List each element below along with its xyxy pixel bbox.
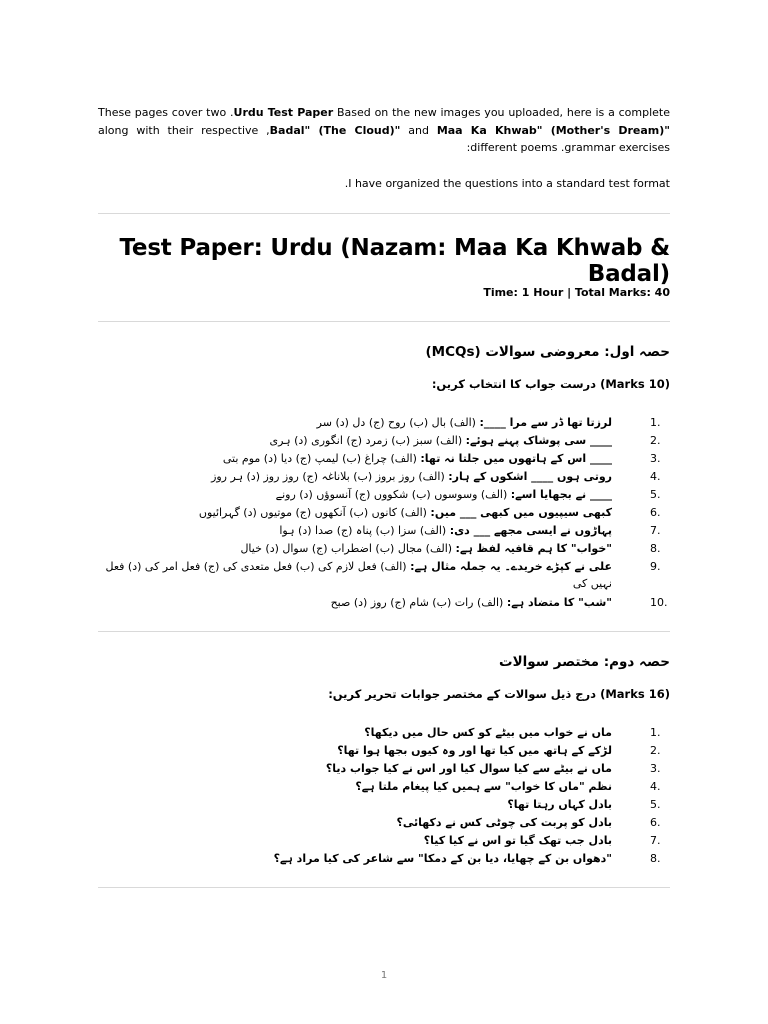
- divider: [98, 887, 670, 888]
- intro-bold-c: Maa Ka Khwab" (Mother's Dream)": [436, 123, 670, 137]
- short-question-list: [98, 724, 670, 868]
- intro-bold-a: Urdu Test Paper: [233, 106, 334, 119]
- section1-heading: حصہ اول: معروضی سوالات (MCQs): [425, 344, 670, 360]
- intro-bold-b: Badal" (The Cloud)": [269, 123, 401, 137]
- list-item: 4. نظم "ماں کا خواب" سے ہمیں کیا پیغام ملتا ہے؟: [355, 780, 661, 793]
- list-item: 10. "شب" کا متضاد ہے: (الف) رات (ب) شام (ج) روز (د) صبح: [330, 596, 668, 609]
- organized-note: .I have organized the questions into a standard test format: [344, 177, 670, 190]
- divider: [98, 631, 670, 632]
- list-item: 6. بادل کو پربت کی چوٹی کس نے دکھائی؟: [396, 816, 661, 829]
- intro-paragraph: [98, 104, 670, 157]
- list-item: 2. ____ سی پوشاک پہنے ہوئے: (الف) سبز (ب) زمرد (ج) انگوری (د) ہری: [269, 434, 661, 447]
- list-item: 2. لڑکے کے ہاتھ میں کیا تھا اور وہ کیوں بجھا ہوا تھا؟: [337, 744, 661, 757]
- section1-subheading: (Marks 10) درست جواب کا انتخاب کریں:: [431, 377, 670, 391]
- mcq-list: [98, 414, 670, 612]
- list-item: 4. روتی ہوں ____ اشکوں کے ہار: (الف) روز بروز (ب) بلاناغہ (ج) روز روز (د) ہر روز: [211, 470, 661, 483]
- page-title: Test Paper: Urdu (Nazam: Maa Ka Khwab & Badal): [119, 235, 670, 287]
- intro-text-a: These pages cover two .: [98, 106, 234, 119]
- intro-text-c: and: [400, 123, 437, 137]
- time-marks: Time: 1 Hour | Total Marks: 40: [483, 286, 670, 299]
- list-item: 1. ماں نے خواب میں بیٹے کو کس حال میں دیکھا؟: [364, 726, 661, 739]
- list-item: 8. "خواب" کا ہم قافیہ لفظ ہے: (الف) مجال (ب) اضطراب (ج) سوال (د) خیال: [240, 542, 661, 555]
- page-number: 1: [380, 970, 388, 981]
- list-item: 1. لرزتا تھا ڈر سے مرا ____: (الف) بال (ب) روح (ج) دل (د) سر: [316, 416, 661, 429]
- divider: [98, 213, 670, 214]
- list-item: 8. "دھواں بن کے چھایا، دیا بن کے دمکا" سے شاعر کی کیا مراد ہے؟: [273, 852, 661, 865]
- intro-text-b: Based on the new images you uploaded, here is a complete along with their respective ,: [98, 106, 671, 137]
- divider: [98, 321, 670, 322]
- list-item: 7. بادل جب تھک گیا تو اس نے کیا کیا؟: [423, 834, 661, 847]
- list-item: 6. کبھی سیپیوں میں کبھی ___ میں: (الف) کانوں (ب) آنکھوں (ج) موتیوں (د) گہرائیوں: [198, 506, 661, 519]
- list-item: 9. علی نے کپڑے خریدے۔ یہ جملہ مثال ہے: (الف) فعل لازم کی (ب) فعل متعدی کی (ج) فعل امر کی (د) فعل نہیں کی: [105, 560, 661, 590]
- section2-subheading: (Marks 16) درج ذیل سوالات کے مختصر جوابات تحریر کریں:: [328, 687, 670, 701]
- intro-text-d: :different poems .grammar exercises: [466, 141, 670, 154]
- list-item: 5. ____ نے بجھایا اسے: (الف) وسوسوں (ب) شکووں (ج) آنسوؤں (د) رونے: [275, 488, 661, 501]
- list-item: 3. ____ اس کے ہاتھوں میں جلتا نہ تھا: (الف) چراغ (ب) لیمپ (ج) دیا (د) موم بتی: [222, 452, 661, 465]
- list-item: 7. پہاڑوں نے ایسی مجھے ___ دی: (الف) سزا (ب) پناہ (ج) صدا (د) ہوا: [279, 524, 661, 537]
- list-item: 5. بادل کہاں رہتا تھا؟: [507, 798, 661, 811]
- section2-heading: حصہ دوم: مختصر سوالات: [499, 654, 670, 670]
- list-item: 3. ماں نے بیٹے سے کیا سوال کیا اور اس نے کیا جواب دیا؟: [325, 762, 661, 775]
